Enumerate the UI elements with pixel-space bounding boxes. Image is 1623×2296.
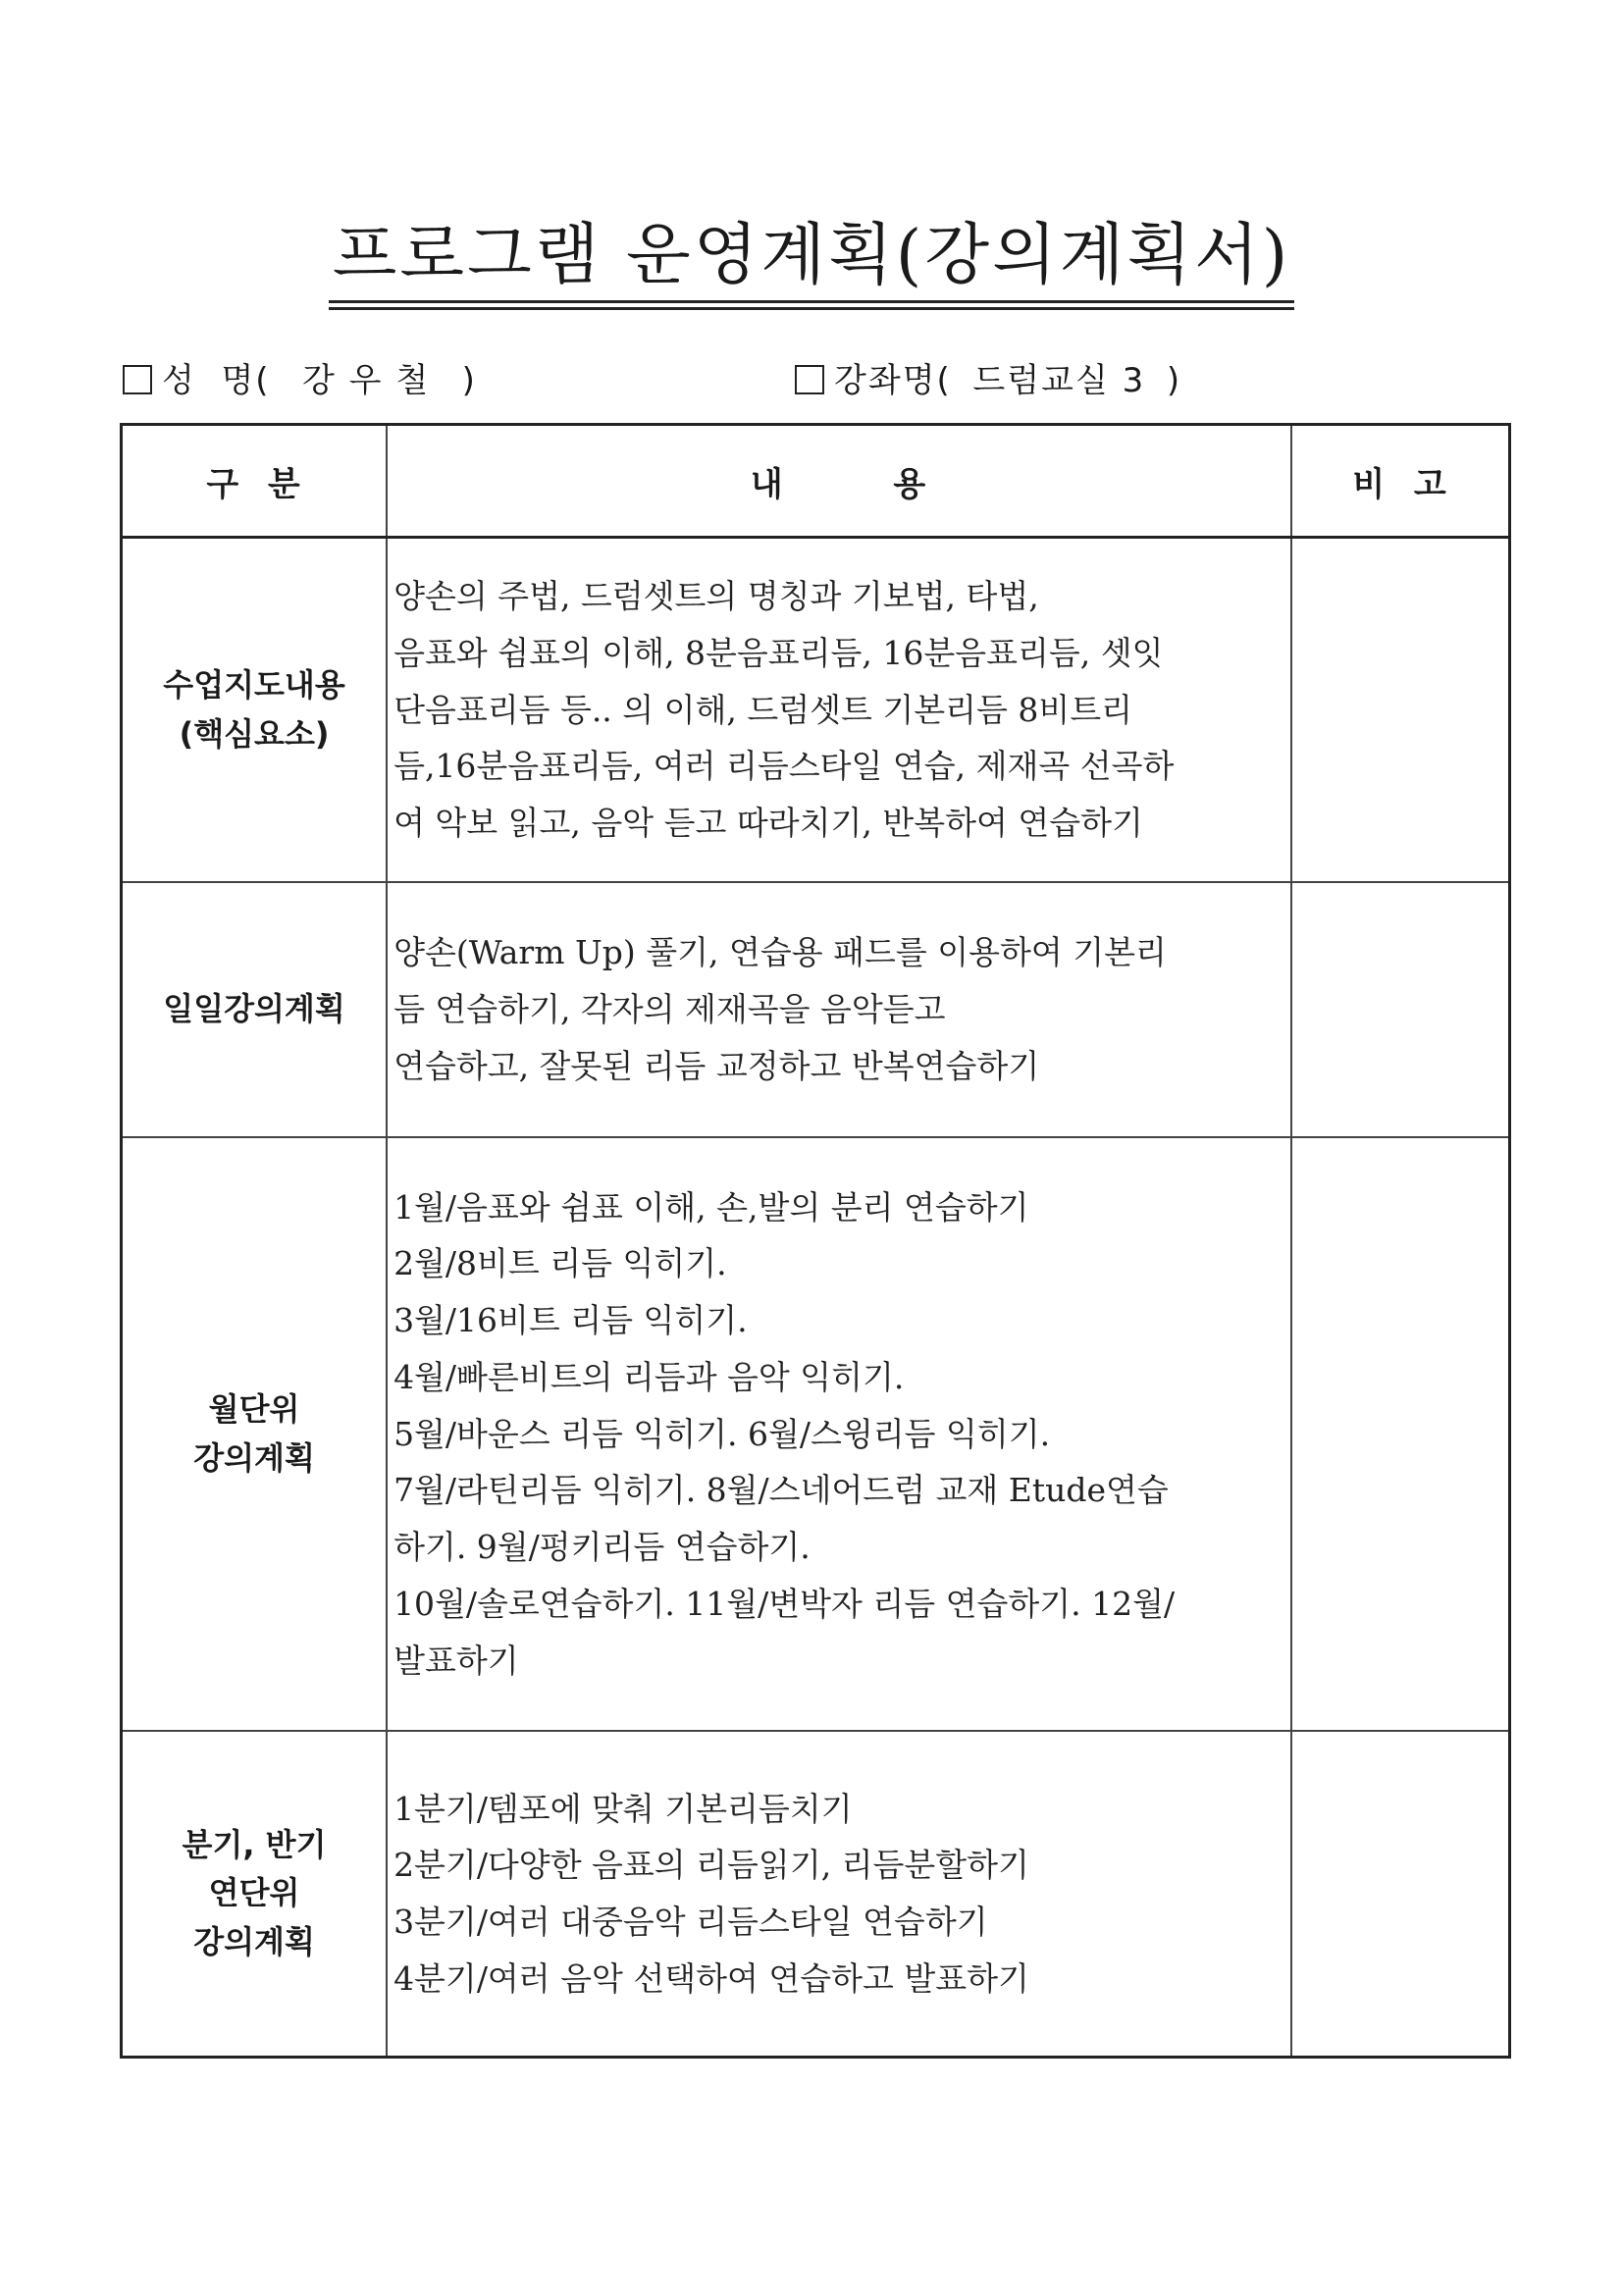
content-line: 4월/빠른비트의 리듬과 음악 익히기.	[393, 1357, 905, 1396]
header-category: 구 분	[122, 425, 388, 538]
name-checkbox-icon	[123, 365, 152, 394]
content-line: 음표와 쉼표의 이해, 8분음표리듬, 16분음표리듬, 셋잇	[393, 633, 1164, 672]
category-line: 일일강의계획	[163, 990, 345, 1028]
content-line: 듬 연습하기, 각자의 제재곡을 음악듣고	[393, 990, 946, 1029]
category-line: 수업지도내용	[163, 665, 345, 704]
table-row-monthly-plan	[122, 1137, 1510, 1731]
row-note	[1291, 1137, 1509, 1731]
table-header-row	[122, 425, 1510, 538]
content-line: 7월/라틴리듬 익히기. 8월/스네어드럼 교재 Etude연습	[393, 1471, 1169, 1510]
content-line: 3분기/여러 대중음악 리듬스타일 연습하기	[393, 1903, 988, 1941]
page-title: 프로그램 운영계획(강의계획서)	[329, 218, 1295, 303]
category-line: 분기, 반기	[182, 1825, 327, 1863]
row-content	[387, 1137, 1291, 1731]
content-line: 3월/16비트 리듬 익히기.	[393, 1301, 748, 1340]
row-content	[387, 1731, 1291, 2058]
course-label: 강좌명(	[834, 361, 952, 400]
content-line: 5월/바운스 리듬 익히기. 6월/스윙리듬 익히기.	[393, 1414, 1051, 1453]
content-line: 양손(Warm Up) 풀기, 연습용 패드를 이용하여 기본리	[393, 933, 1167, 972]
content-line: 1월/음표와 쉼표 이해, 손,발의 분리 연습하기	[393, 1187, 1029, 1226]
content-line: 4분기/여러 음악 선택하여 연습하고 발표하기	[393, 1958, 1029, 1998]
course-checkbox-icon	[795, 365, 824, 394]
category-line: 연단위	[208, 1874, 300, 1912]
table-row-core-content	[122, 538, 1510, 883]
content-line: 발표하기	[393, 1641, 519, 1680]
table-row-daily-plan	[122, 882, 1510, 1137]
category-line: 강의계획	[193, 1922, 315, 1960]
lecture-plan-table	[120, 423, 1511, 2059]
row-category	[122, 538, 388, 883]
course-value: 드럼교실 3	[972, 361, 1146, 400]
content-line: 1분기/템포에 맞춰 기본리듬치기	[393, 1789, 853, 1828]
header-note: 비 고	[1291, 425, 1509, 538]
content-line: 하기. 9월/펑키리듬 연습하기.	[393, 1528, 811, 1567]
row-note	[1291, 1731, 1509, 2058]
category-line: 강의계획	[193, 1438, 315, 1477]
row-category	[122, 882, 388, 1137]
instructor-name-field	[123, 353, 475, 401]
category-line: (핵심요소)	[179, 714, 330, 753]
row-note	[1291, 882, 1509, 1137]
content-line: 2월/8비트 리듬 익히기.	[393, 1244, 727, 1283]
content-line: 듬,16분음표리듬, 여러 리듬스타일 연습, 제재곡 선곡하	[393, 747, 1175, 786]
content-line: 2분기/다양한 음표의 리듬읽기, 리듬분할하기	[393, 1846, 1029, 1885]
course-name-field	[795, 353, 1179, 401]
row-content	[387, 538, 1291, 883]
content-line: 10월/솔로연습하기. 11월/변박자 리듬 연습하기. 12월/	[393, 1584, 1176, 1623]
title-wrapper	[0, 218, 1623, 303]
header-content: 내 용	[387, 425, 1291, 538]
name-value: 강 우 철	[302, 361, 431, 400]
table-row-quarterly-plan	[122, 1731, 1510, 2058]
content-line: 연습하고, 잘못된 리듬 교정하고 반복연습하기	[393, 1046, 1040, 1085]
row-note	[1291, 538, 1509, 883]
row-content	[387, 882, 1291, 1137]
name-close-paren: )	[461, 361, 475, 400]
category-line: 월단위	[208, 1389, 300, 1428]
row-category	[122, 1137, 388, 1731]
course-close-paren: )	[1166, 361, 1180, 400]
content-line: 단음표리듬 등.. 의 이해, 드럼셋트 기본리듬 8비트리	[393, 690, 1133, 729]
row-category	[122, 1731, 388, 2058]
name-label: 성 명(	[162, 361, 271, 400]
content-line: 여 악보 읽고, 음악 듣고 따라치기, 반복하여 연습하기	[393, 804, 1143, 843]
content-line: 양손의 주법, 드럼셋트의 명칭과 기보법, 타법,	[393, 577, 1039, 616]
